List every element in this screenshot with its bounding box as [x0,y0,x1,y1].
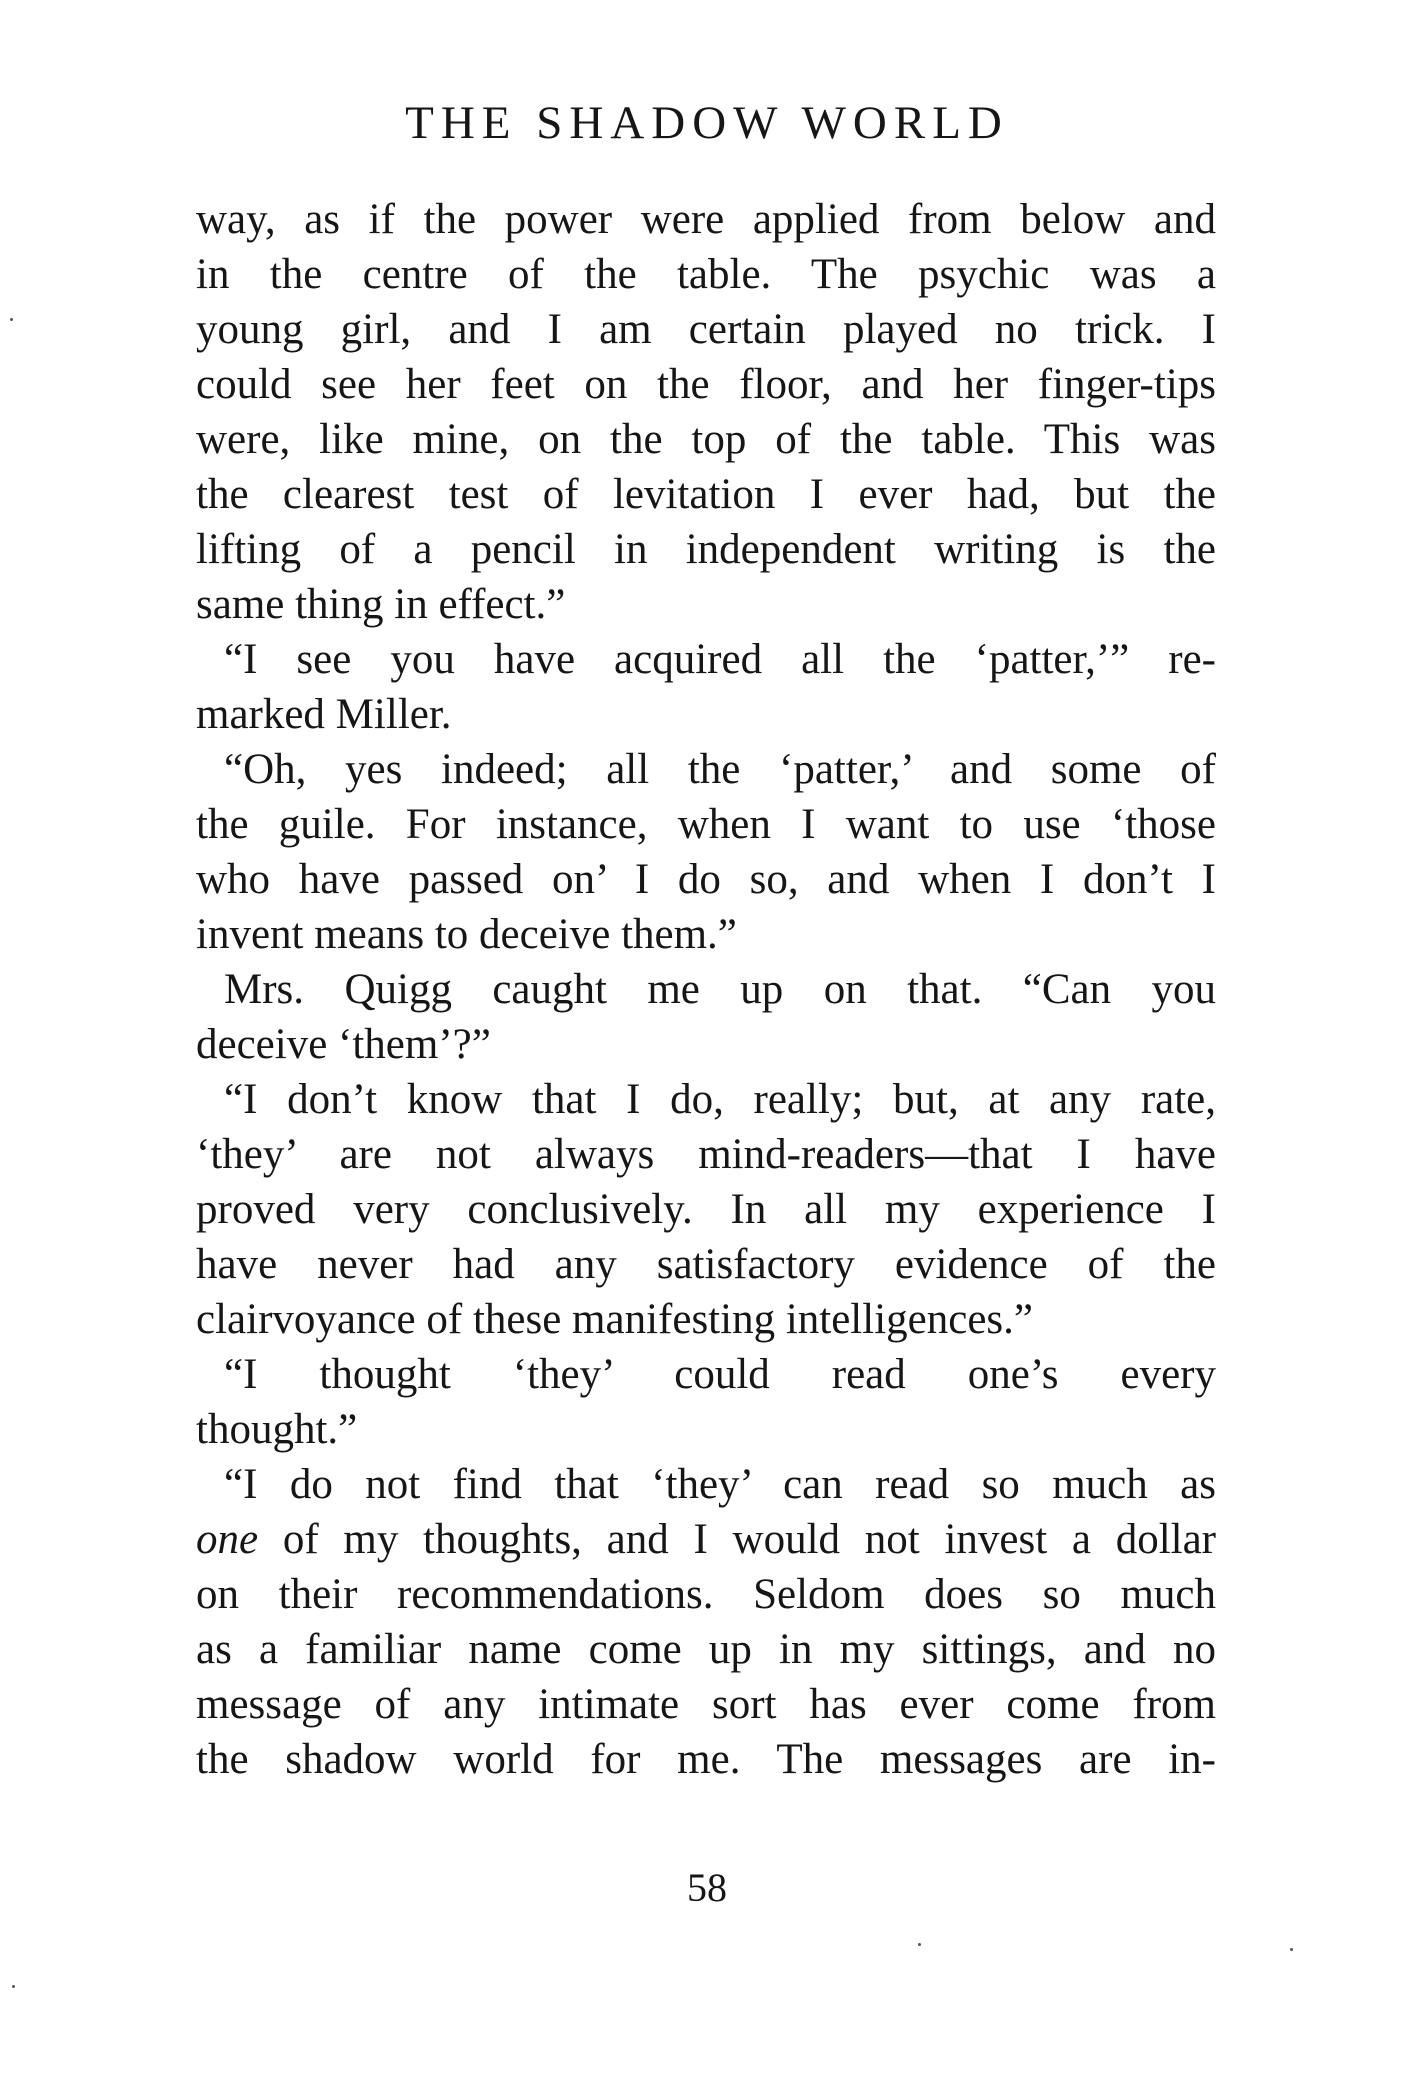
text-line: invent means to deceive them.” [196,911,737,958]
body-text [196,192,1216,1787]
text-line: same thing in effect.” [196,581,566,628]
paper-speck [918,1943,921,1946]
text-line: have never had any satisfactory evidence of the [196,1241,1216,1288]
text-line: in the centre of the table. The psychic was a [196,251,1216,298]
text-line: the clearest test of levitation I ever had, but the [196,471,1216,518]
text-line: lifting of a pencil in independent writing is the [196,526,1216,573]
paper-speck [1290,1948,1293,1951]
text-line: ‘they’ are not always mind-readers—that I have [196,1131,1216,1178]
paper-speck [12,1985,15,1988]
running-head: THE SHADOW WORLD [405,97,1009,149]
text-line: “I don’t know that I do, really; but, at any rate, [224,1076,1216,1123]
text-line: proved very conclusively. In all my experience I [196,1186,1216,1233]
text-line [196,1512,1216,1567]
text-line-rest: of my thoughts, and I would not invest a dollar [282,1516,1217,1563]
text-line: who have passed on’ I do so, and when I don’t I [196,856,1216,903]
text-line: could see her feet on the floor, and her finger-tips [196,361,1216,408]
text-line: “I thought ‘they’ could read one’s every [224,1351,1216,1398]
text-line: clairvoyance of these manifesting intelligences.” [196,1296,1033,1343]
text-line: way, as if the power were applied from below and [196,196,1216,243]
text-line: Mrs. Quigg caught me up on that. “Can you [224,966,1216,1013]
text-line: the shadow world for me. The messages are in- [196,1736,1216,1783]
text-line: on their recommendations. Seldom does so much [196,1571,1216,1618]
page-number: 58 [687,1865,727,1910]
text-line: marked Miller. [196,691,452,738]
text-line: as a familiar name come up in my sittings, and no [196,1626,1216,1673]
text-line: the guile. For instance, when I want to use ‘those [196,801,1216,848]
text-line: message of any intimate sort has ever come from [196,1681,1216,1728]
paper-speck [10,318,13,321]
text-line: were, like mine, on the top of the table. This was [196,416,1216,463]
emphasized-word: one [196,1516,259,1563]
text-line: young girl, and I am certain played no trick. I [196,306,1216,353]
text-line: “I do not find that ‘they’ can read so much as [224,1461,1216,1508]
text-line: “Oh, yes indeed; all the ‘patter,’ and some of [224,746,1216,793]
text-line: thought.” [196,1406,358,1453]
text-line: deceive ‘them’?” [196,1021,491,1068]
text-line: “I see you have acquired all the ‘patter,’” re- [224,636,1216,683]
